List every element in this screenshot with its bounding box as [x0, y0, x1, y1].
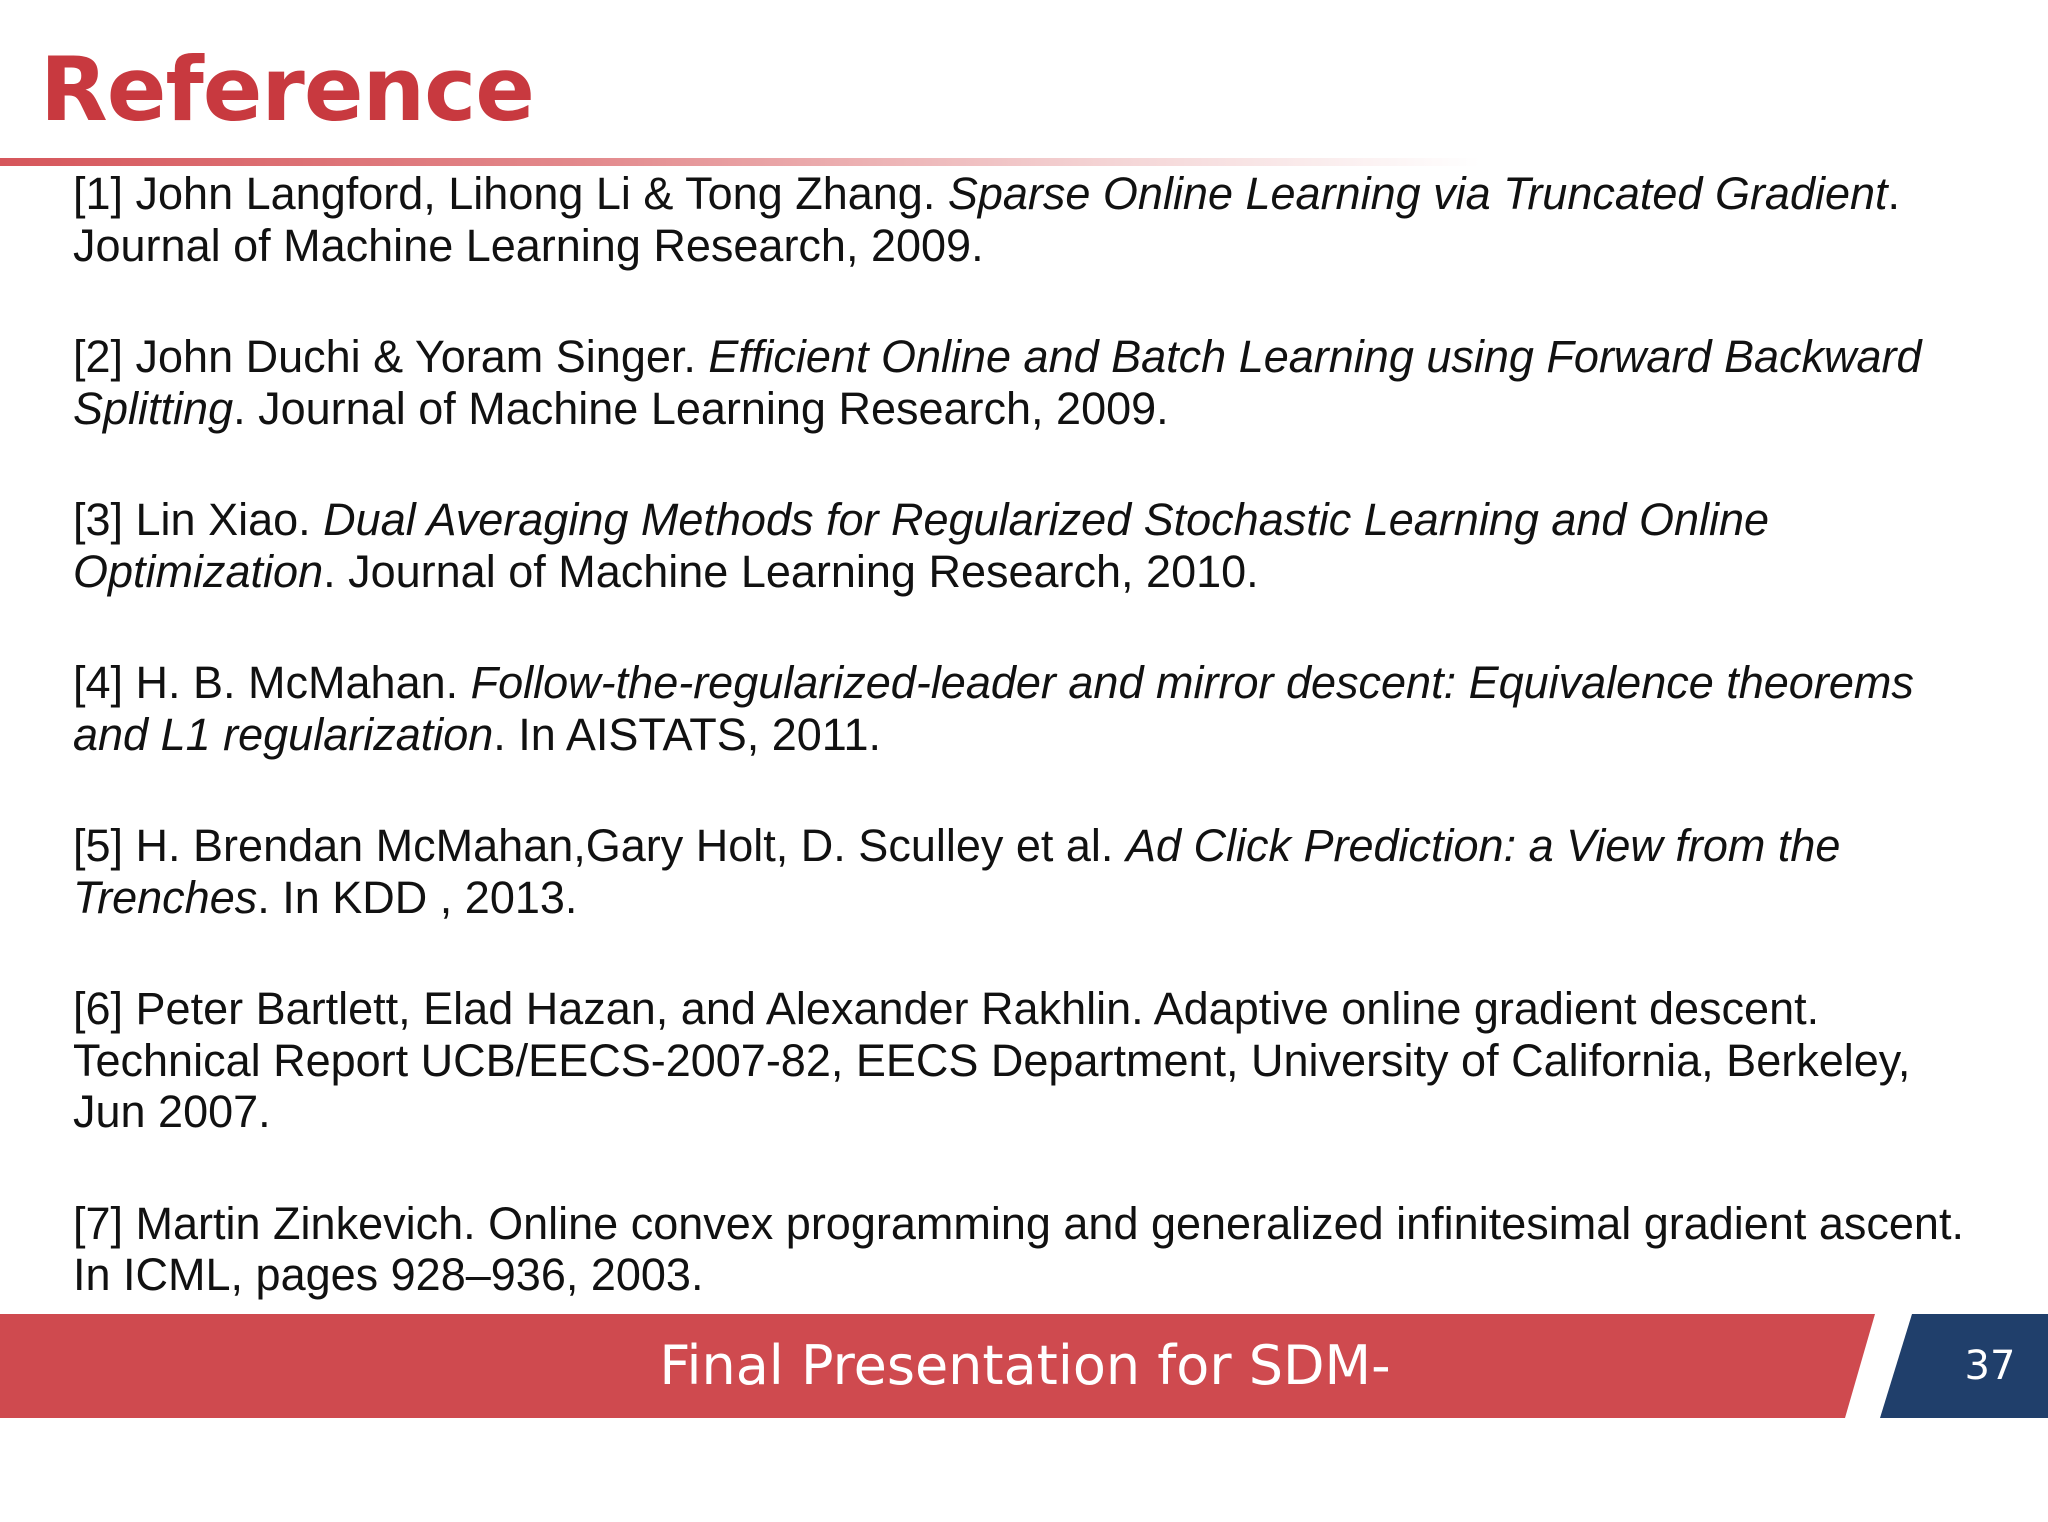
reference-item-3 [73, 494, 1973, 597]
reference-5-authors: [5] H. Brendan McMahan,Gary Holt, D. Sculley et al. [73, 820, 1126, 871]
reference-1-title: Sparse Online Learning via Truncated Gradient [947, 168, 1888, 219]
reference-7-text: [7] Martin Zinkevich. Online convex programming and generalized infinitesimal gradient ascent. In ICML, pages 928–936, 2003. [73, 1197, 1964, 1300]
reference-item-2 [73, 331, 1973, 434]
slide-title: Reference [40, 38, 534, 141]
reference-3-venue: . Journal of Machine Learning Research, 2010. [323, 545, 1259, 597]
reference-6-text: [6] Peter Bartlett, Elad Hazan, and Alexander Rakhlin. Adaptive online gradient descent. Technical Report UCB/EECS-2007-82, EECS Department, University of California, Berkeley, Jun 2007. [73, 983, 1911, 1137]
reference-4-venue: . In AISTATS, 2011. [493, 708, 881, 760]
reference-4-authors: [4] H. B. McMahan. [73, 657, 471, 708]
reference-3-authors: [3] Lin Xiao. [73, 494, 324, 545]
reference-list [73, 168, 1973, 1301]
page-number: 37 [1964, 1343, 2016, 1389]
reference-item-6 [73, 983, 1973, 1138]
reference-2-authors: [2] John Duchi & Yoram Singer. [73, 331, 709, 382]
title-underline [0, 158, 1480, 166]
reference-5-title: Ad Click Prediction: a View from the Trenches [73, 820, 1841, 923]
reference-item-4 [73, 657, 1973, 760]
footer-title: Final Presentation for SDM-2016 [659, 1334, 1391, 1501]
footer-bar [0, 1314, 2048, 1501]
reference-4-title: Follow-the-regularized-leader and mirror descent: Equivalence theorems and L1 regularization [73, 657, 1914, 760]
reference-2-venue: . Journal of Machine Learning Research, 2009. [233, 382, 1169, 434]
reference-item-5 [73, 820, 1973, 923]
reference-item-7 [73, 1198, 1973, 1301]
reference-3-title: Dual Averaging Methods for Regularized Stochastic Learning and Online Optimization [73, 494, 1770, 597]
reference-1-venue: . Journal of Machine Learning Research, 2009. [73, 168, 1901, 271]
reference-item-1 [73, 168, 1973, 271]
reference-2-title: Efficient Online and Batch Learning using Forward Backward Splitting [73, 331, 1922, 434]
reference-5-venue: . In KDD , 2013. [257, 871, 578, 923]
reference-1-authors: [1] John Langford, Lihong Li & Tong Zhang. [73, 168, 948, 219]
